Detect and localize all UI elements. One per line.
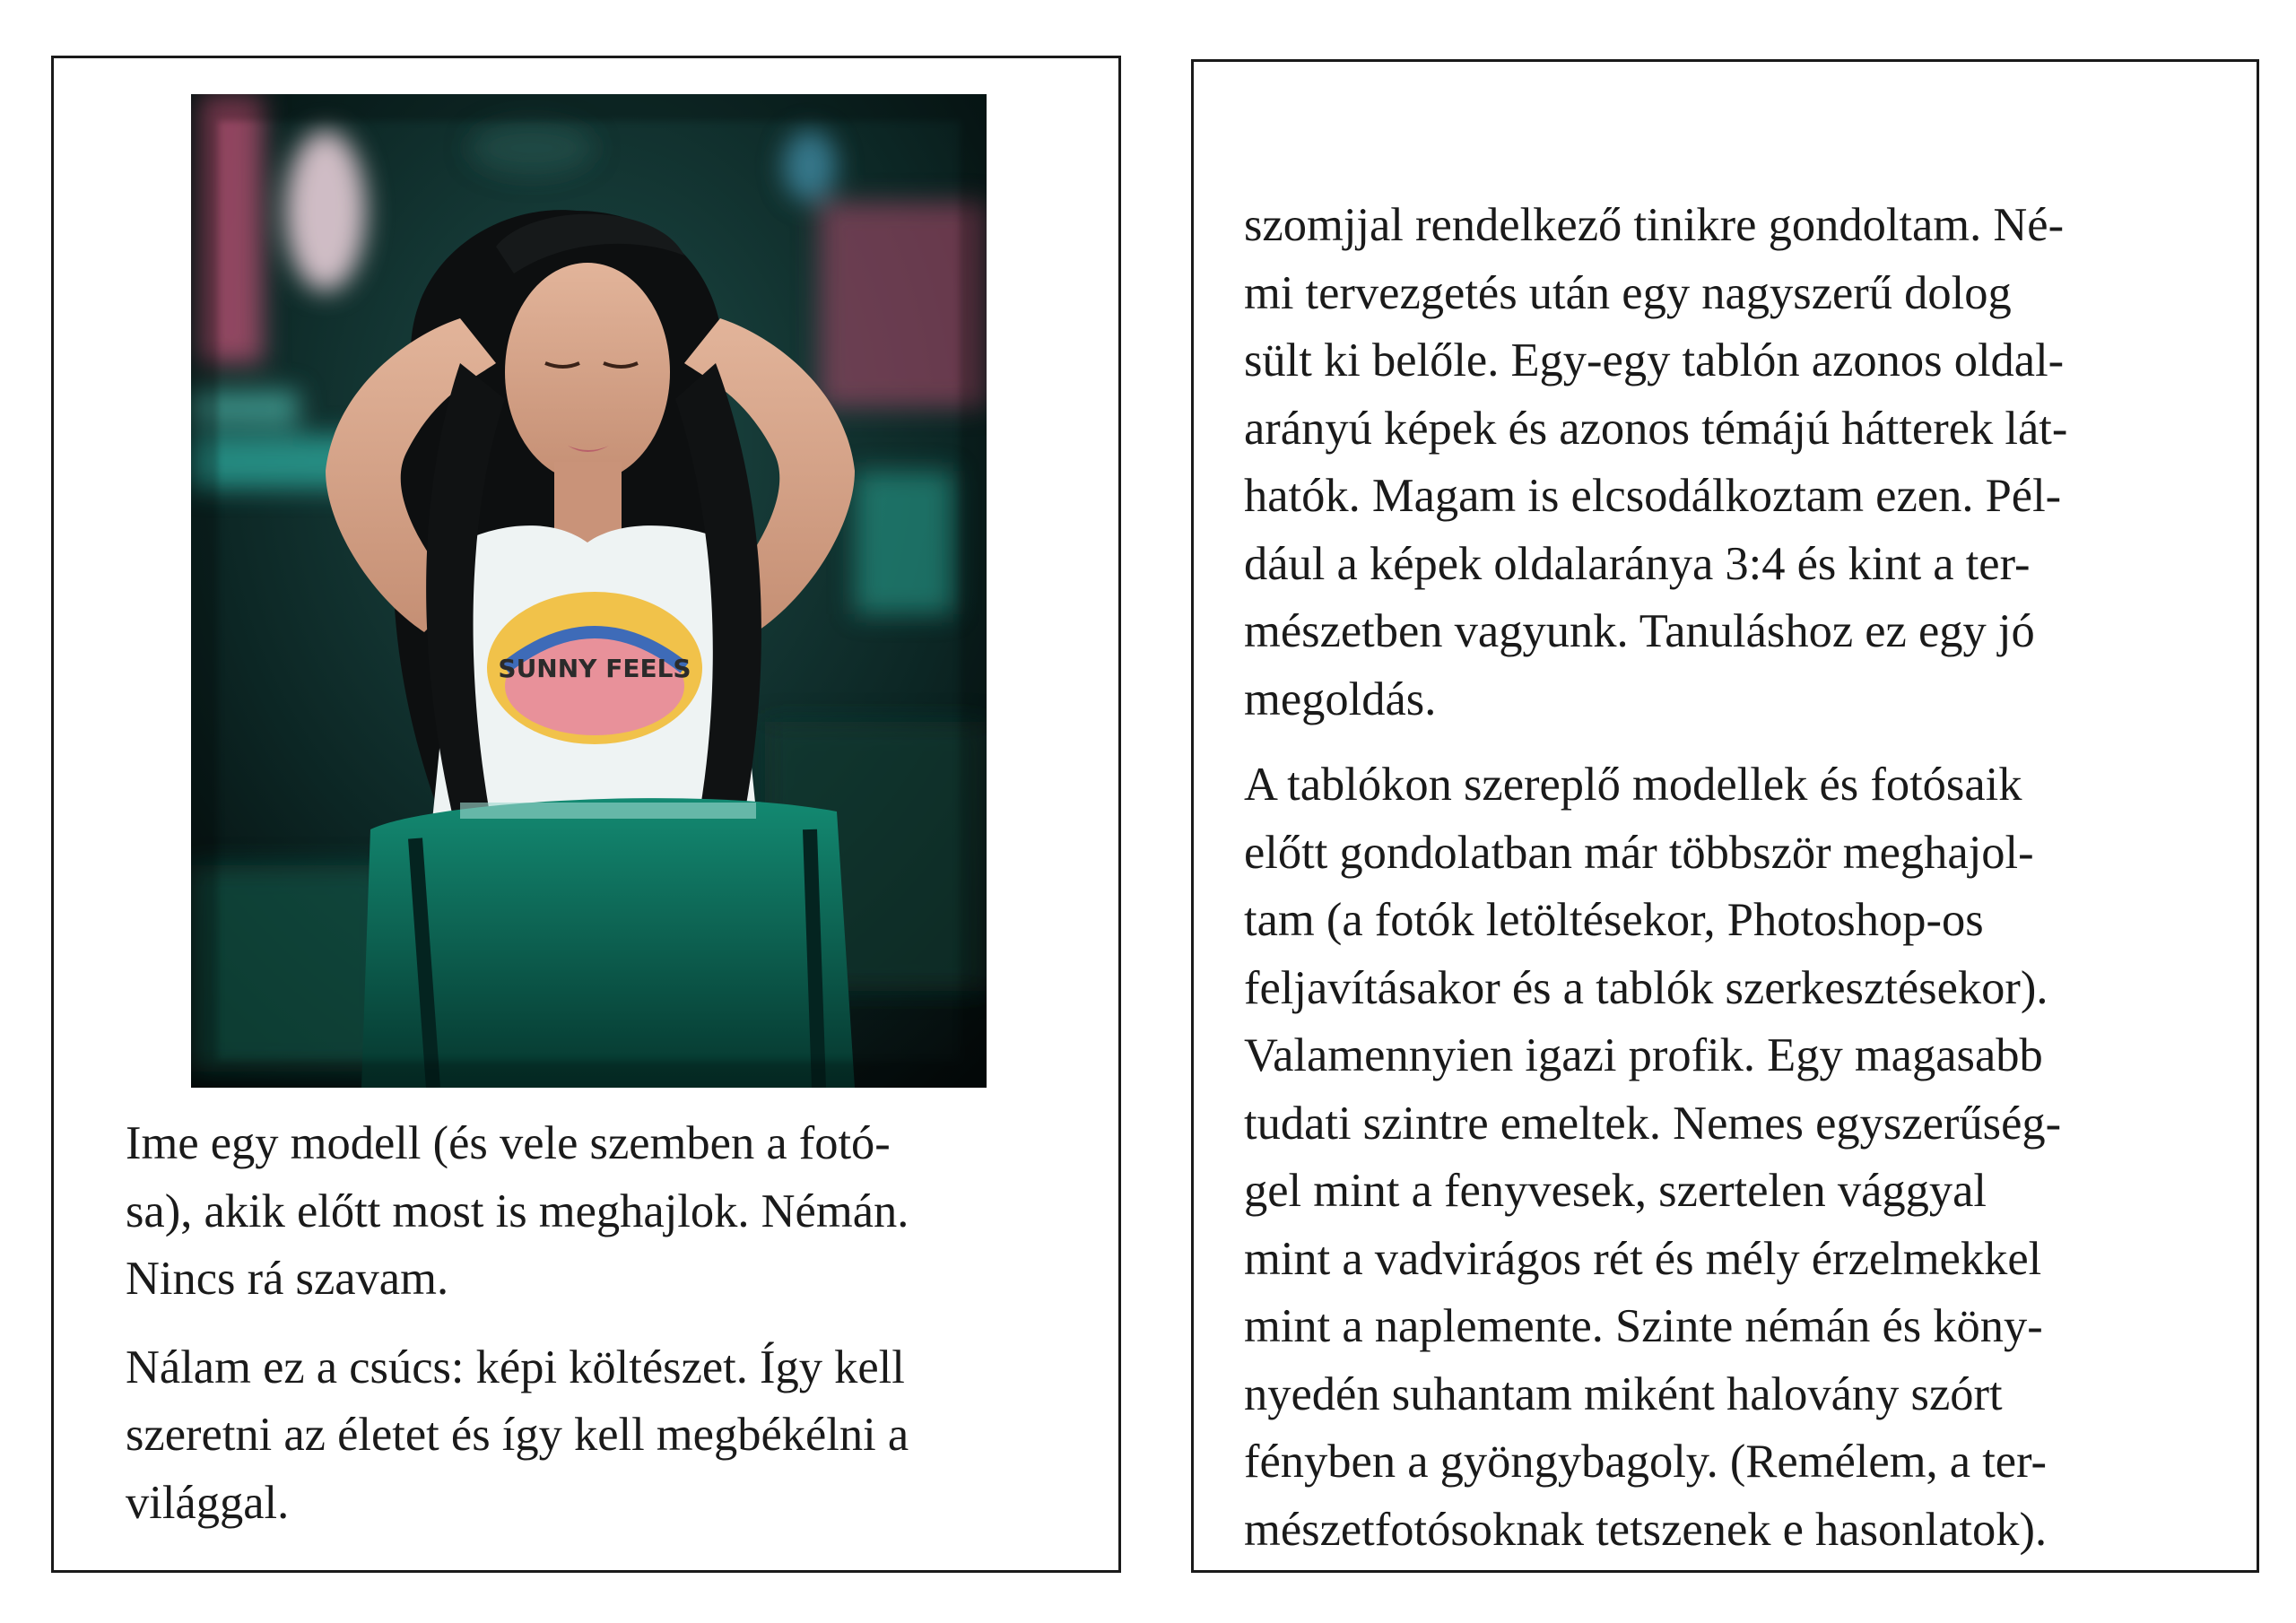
text-line: szeretni az életet és így kell megbékélni a (126, 1409, 909, 1461)
model-photo (191, 94, 987, 1088)
left-page-panel (51, 56, 1121, 1573)
left-caption-text (126, 1110, 1094, 1558)
text-line: mészetben vagyunk. Tanuláshoz ez egy jó (1244, 605, 2035, 657)
paragraph (126, 1334, 1094, 1538)
text-line: arányú képek és azonos témájú hátterek lát- (1244, 402, 2068, 455)
text-line: mészetfotósoknak tetszenek e hasonlatok). (1244, 1503, 2048, 1556)
text-line: szomjjal rendelkező tinikre gondoltam. Né- (1244, 199, 2065, 251)
text-line: fényben a gyöngybagoly. (Remélem, a ter- (1244, 1436, 2048, 1488)
text-line: Ime egy modell (és vele szemben a fotó- (126, 1117, 891, 1169)
right-page-panel (1191, 59, 2259, 1573)
text-line: sa), akik előtt most is meghajlok. Némán. (126, 1185, 909, 1237)
paragraph (126, 1110, 1094, 1314)
text-line: mi tervezgetés után egy nagyszerű dolog (1244, 266, 2012, 319)
right-body-text (1244, 192, 2239, 1582)
text-line: feljavításakor és a tablók szerkesztésekor). (1244, 961, 2048, 1014)
text-line: mint a vadvirágos rét és mély érzelmekkel (1244, 1232, 2042, 1285)
text-line: A tablókon szereplő modellek és fotósaik (1244, 759, 2022, 811)
text-line: hatók. Magam is elcsodálkoztam ezen. Pél- (1244, 470, 2062, 522)
text-line: megoldás. (1244, 673, 1437, 725)
shirt-lettering: SUNNY FEELS (498, 654, 691, 683)
text-line: dául a képek oldalaránya 3:4 és kint a ter- (1244, 537, 2031, 590)
text-line: Nálam ez a csúcs: képi költészet. Így kell (126, 1341, 905, 1393)
paragraph (1244, 192, 2239, 733)
text-line: előtt gondolatban már többször meghajol- (1244, 826, 2034, 879)
text-line: Valamennyien igazi profik. Egy magasabb (1244, 1029, 2043, 1081)
paragraph (1244, 751, 2239, 1564)
text-line: Nincs rá szavam. (126, 1253, 449, 1305)
text-line: sült ki belőle. Egy-egy tablón azonos oldal- (1244, 334, 2065, 386)
portrait-photo-icon (191, 94, 987, 1088)
text-line: gel mint a fenyvesek, szertelen vággyal (1244, 1165, 1987, 1217)
text-line: tam (a fotók letöltésekor, Photoshop-os (1244, 894, 1984, 946)
text-line: világgal. (126, 1476, 290, 1529)
text-line: mint a naplemente. Szinte némán és köny- (1244, 1300, 2043, 1352)
text-line: tudati szintre emeltek. Nemes egyszerűség- (1244, 1097, 2062, 1150)
text-line: nyedén suhantam miként halovány szórt (1244, 1367, 2003, 1420)
